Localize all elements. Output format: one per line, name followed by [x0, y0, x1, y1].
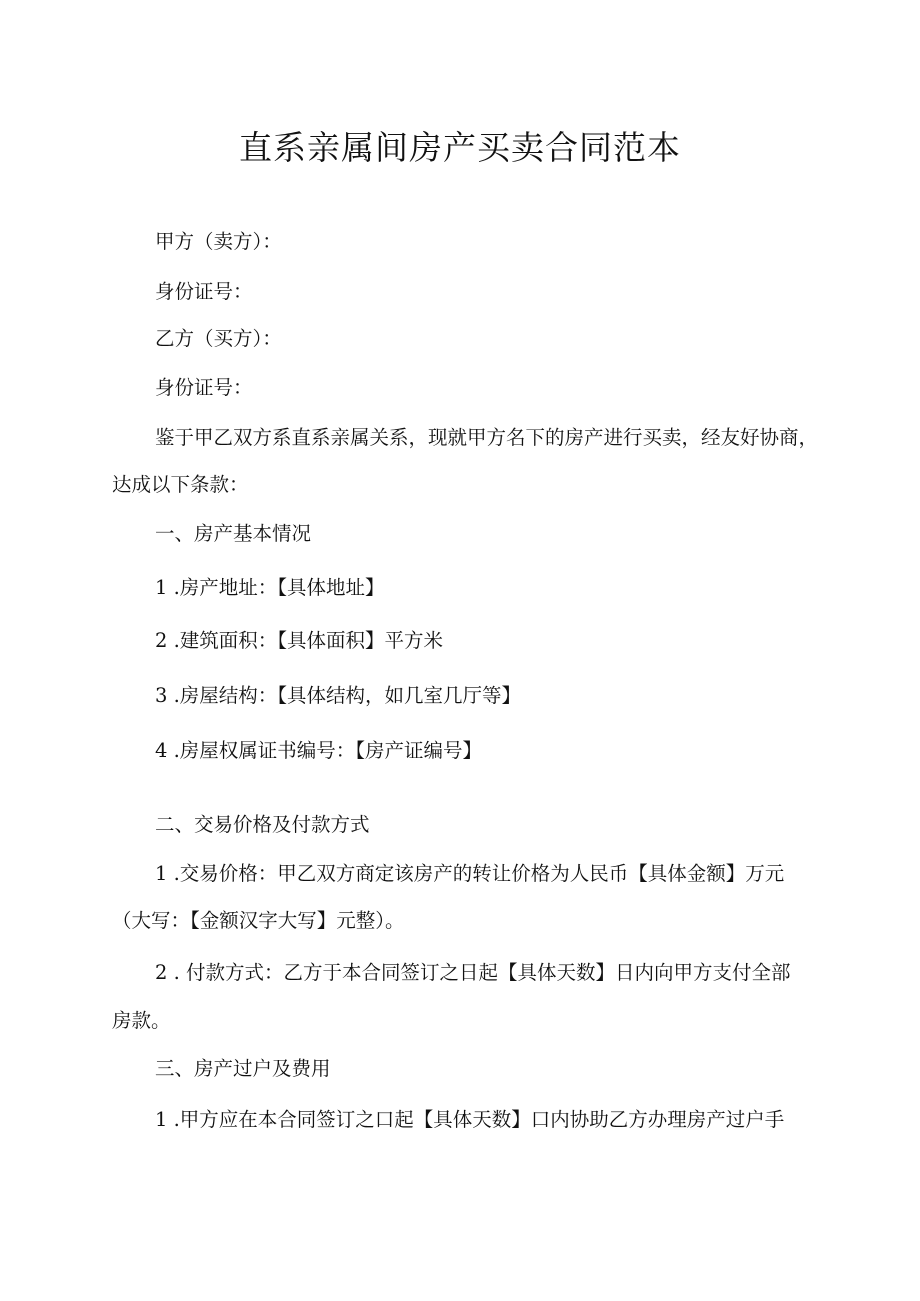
- clause-3-1-line-1: 1 .甲方应在本合同签订之口起【具体天数】口内协助乙方办理房产过户手: [155, 1108, 785, 1131]
- section-heading-3: 三、房产过户及费用: [155, 1057, 331, 1080]
- preamble-line-1: 鉴于甲乙双方系直系亲属关系，现就甲方名下的房产进行买卖，经友好协商，: [155, 426, 819, 449]
- section-heading-2: 二、交易价格及付款方式: [155, 813, 370, 836]
- clause-2-2-line-2: 房款。: [112, 1009, 171, 1032]
- party-a-id-label: 身份证号：: [155, 280, 253, 303]
- clause-1-4: 4 .房屋权属证书编号：【房产证编号】: [155, 739, 483, 762]
- clause-1-1: 1 .房产地址：【具体地址】: [155, 576, 385, 599]
- preamble-line-2: 达成以下条款：: [112, 473, 249, 496]
- clause-2-1-line-1: 1 .交易价格：甲乙双方商定该房产的转让价格为人民币【具体金额】万元: [155, 862, 785, 885]
- party-a-label: 甲方（卖方）：: [155, 230, 282, 253]
- party-b-label: 乙方（买方）：: [155, 327, 282, 350]
- document-title: 直系亲属间房产买卖合同范本: [239, 128, 681, 167]
- clause-1-2: 2 .建筑面积：【具体面积】平方米: [155, 629, 444, 652]
- clause-2-2-line-1: 2 . 付款方式：乙方于本合同签订之日起【具体天数】日内向甲方支付全部: [155, 961, 791, 984]
- section-heading-1: 一、房产基本情况: [155, 522, 312, 545]
- clause-2-1-line-2: （大写：【金额汉字大写】元整）。: [112, 909, 405, 932]
- clause-1-3: 3 .房屋结构：【具体结构，如几室几厅等】: [155, 684, 522, 707]
- party-b-id-label: 身份证号：: [155, 376, 253, 399]
